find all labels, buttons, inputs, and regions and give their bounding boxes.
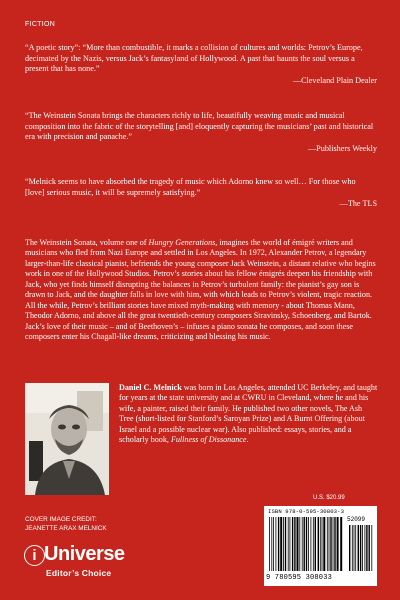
review-blurb [25,111,377,154]
barcode-bar [283,517,284,571]
barcode-bar [334,517,335,571]
scholarly-book-title: Fullness of Dissonance [170,435,247,445]
review-source: —Publishers Weekly [307,143,377,153]
author-bio [119,383,378,446]
barcode-bar [330,517,331,571]
barcode-bars [267,517,375,575]
barcode-bar [271,517,272,571]
barcode-bar [329,517,330,571]
barcode-bar [290,517,291,571]
credit-heading: COVER IMAGE CREDIT: [25,516,97,523]
barcode-bar [297,517,299,571]
barcode-bar [318,517,319,571]
barcode-bar [304,517,305,571]
barcode-bar [308,517,309,571]
publisher-name: Universe [44,543,125,565]
barcode-bar [337,517,339,571]
barcode-addon-bar [354,525,355,571]
description-intro: The Weinstein Sonata, volume one of [25,238,149,247]
genre-label: FICTION [25,21,56,28]
review-blurb [25,43,377,86]
publisher-logo [24,543,164,583]
barcode-bar [280,517,282,571]
author-photo [25,383,109,495]
credit-name: JEANETTE ARAX MELNICK [25,525,107,532]
series-title: Hungry Generations [148,238,216,247]
isbn-barcode [264,506,377,586]
barcode-bar [320,517,321,571]
barcode-bar [276,517,277,571]
barcode-bar [278,517,279,571]
author-bio-end: . [246,435,249,445]
barcode-bar [340,517,342,571]
publisher-tagline: Editor’s Choice [46,568,112,578]
barcode-addon-bar [366,525,367,571]
review-quote: “Melnick seems to have absorbed the tragedy of music which Adorno knew so well… For those who [love] serious music, it will be supremely satisfying.” [25,177,356,197]
barcode-bar [294,517,295,571]
barcode-addon-bar [358,525,359,571]
barcode-addon-bar [371,525,372,571]
ean-number: 9 780595 308033 [266,574,333,582]
barcode-bar [311,517,312,571]
isbn-number: ISBN 978-0-595-30803-3 [268,508,345,515]
barcode-addon-bar [365,525,366,571]
barcode-bar [323,517,325,571]
author-name: Daniel C. Melnick [119,383,182,392]
barcode-addon-bar [362,525,363,571]
barcode-addon-bar [360,525,361,571]
review-quote: “A poetic story”: “More than combustible, it marks a collision of cultures and worlds: Petrov’s Europe, decimated by the Nazis, versus Jack’s fantasyland of Hollywood. A past that haunts the soul versus a present that has none.” [25,43,363,74]
barcode-bar [302,517,303,571]
barcode-bar [306,517,307,571]
barcode-bar [269,517,270,571]
barcode-bar [288,517,289,571]
review-blurb [25,177,377,210]
barcode-addon-number: 52099 [347,516,366,523]
review-source: —Cleveland Plain Dealer [292,75,377,85]
review-source: —The TLS [339,199,377,209]
publisher-logo-mark: i [24,545,45,566]
barcode-bar [285,517,286,571]
barcode-addon-bar [369,525,370,571]
description-body: , imagines the world of émigré writers and musicians who fled from Nazi Europe and settled in Los Angeles. In 1972, Alexander Petrov, a legendary larger-than-life classical pianist, befriends the young composer Jack Weinstein, a distant relative who begins work in one of the Hollywood Studios. Petrov’s stories about his fellow émigrés deepen his friendship with Jack, who yet finds himself disrupting the balances in Petrov’s turbulent family: the pianist’s gay son is drawn to Jack, and the daughter falls in love with him, with which leads to Petrov’s violent, tragic reaction. All the while, Petrov’s brilliant stories have mixed myth-making with memory - about Thomas Mann, Theodor Adorno, and above all the great twentieth-century composers Stravinsky, Schoenberg, and Bartok. Jack’s love of their music – and of Beethoven’s – infuses a piano sonata he composes, and soon these composers enter his Chagall-like dreams, criticizing and blessing his music. [25,238,376,342]
barcode-bar [333,517,334,571]
price-label: U.S. $20.99 [313,495,345,501]
barcode-addon-bar [352,525,353,571]
barcode-addon-bar [355,525,356,571]
author-bio-text: was born in Los Angeles, attended UC Berkeley, and taught for years at the state university and at CWRU in Cleveland, where he and his wife, a painter, raised their family. He published two other novels, The Ash Tree (short-listed for Stanford’s Saroyan Prize) and A Burnt Offering (about Israel and a possible nuclear war). Also published: essays, stories, and a scholarly book, [119,383,378,445]
barcode-bar [292,517,293,571]
barcode-bar [299,517,300,571]
barcode-bar [322,517,323,571]
barcode-addon-bar [349,525,350,571]
review-quote: “The Weinstein Sonata brings the characters richly to life, beautifully weaving music and musical composition into the fabric of the storytelling [and] eloquently capturing the musicians’ past and historical era with precision and panache.” [25,111,374,142]
book-description [25,238,377,343]
cover-image-credit [25,515,107,533]
barcode-bar [315,517,316,571]
barcode-bar [313,517,314,571]
barcode-bar [327,517,328,571]
barcode-bar [273,517,274,571]
